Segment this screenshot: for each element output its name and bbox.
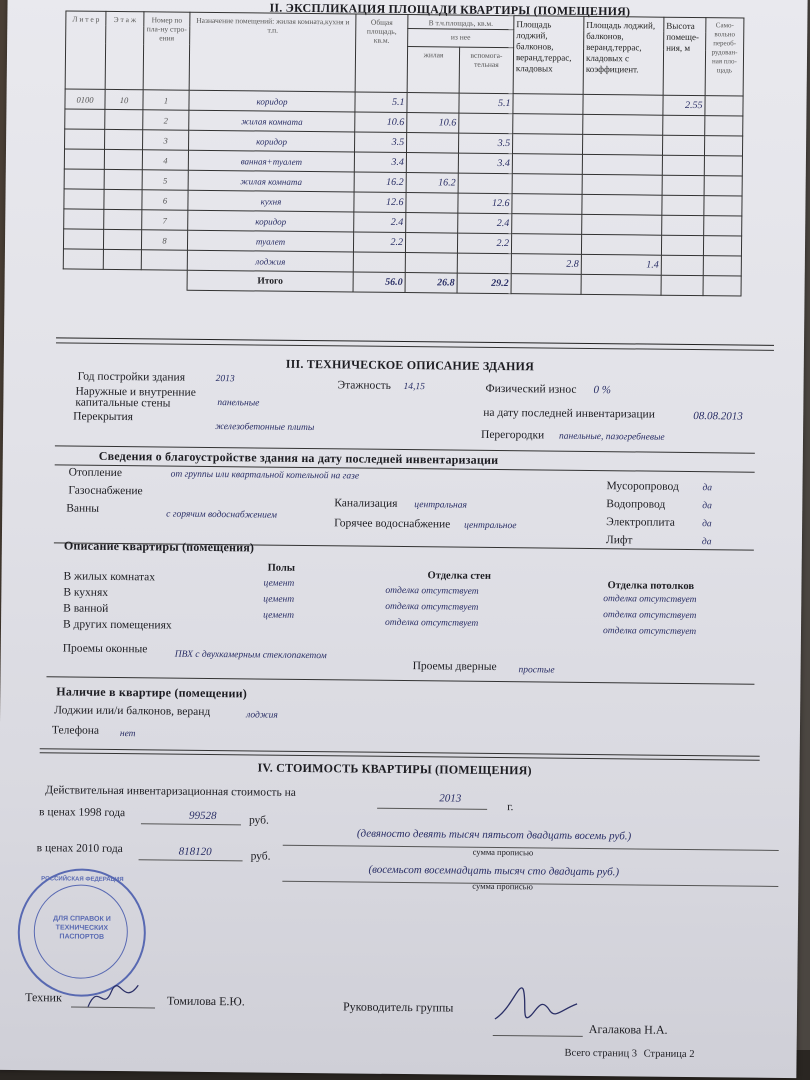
price-2010-words: (восемьсот восемнадцать тысяч сто двадцать руб.) — [368, 863, 620, 879]
height-cell — [662, 155, 704, 175]
aux-area-cell — [457, 253, 511, 274]
windows-value: ПВХ с двухкамерным стеклопакетом — [174, 649, 327, 662]
page-label: Страница — [643, 1048, 687, 1061]
water-value: да — [702, 501, 712, 512]
underline — [141, 823, 241, 825]
price-2010-value: 818120 — [178, 845, 212, 859]
self-area-cell — [704, 176, 742, 196]
room-no-cell: 6 — [142, 190, 188, 210]
total-area-cell: 5.1 — [355, 92, 407, 113]
tech-label: Техник — [25, 990, 62, 1005]
hotwater-value: центральное — [464, 520, 517, 532]
doors-label: Проемы дверные — [412, 660, 497, 673]
room-no-cell: 5 — [142, 170, 188, 190]
height-cell — [662, 215, 704, 235]
floor-cell: 10 — [105, 89, 143, 109]
total-area-cell: 12.6 — [354, 192, 406, 213]
partitions-value: панельные, пазогребневые — [558, 431, 665, 443]
words-caption-1998: сумма прописью — [472, 846, 534, 858]
self-area-cell — [705, 116, 743, 136]
actual-cost-year: 2013 — [439, 792, 462, 805]
liter-cell — [63, 249, 103, 269]
divider — [40, 752, 760, 761]
amenities-title: Сведения о благоустройстве здания на дату последней инвентаризации — [98, 448, 499, 468]
flat-row-label: В других помещениях — [62, 618, 172, 632]
height-cell — [661, 255, 703, 275]
sewer-label: Канализация — [334, 497, 398, 510]
walls-label — [75, 387, 196, 410]
walls-header: Отделка стен — [427, 570, 491, 582]
liter-cell — [64, 209, 104, 229]
explication-title: II. ЭКСПЛИКАЦИЯ ПЛОЩАДИ КВАРТИРЫ (ПОМЕЩЕНИЯ) — [269, 0, 631, 19]
pages-label: Всего страниц — [564, 1047, 630, 1060]
inventory-label: на дату последней инвентаризации — [483, 406, 655, 421]
flat-row-ceiling: отделка отсутствует — [603, 610, 697, 622]
height-cell — [663, 115, 705, 135]
lift-value: да — [701, 537, 712, 548]
living-area-cell: 16.2 — [406, 173, 458, 194]
underline — [139, 859, 243, 861]
stove-value: да — [702, 519, 712, 530]
loggia-coef-cell — [582, 154, 662, 175]
self-area-cell — [704, 216, 742, 236]
aux-area-cell: 5.1 — [459, 93, 513, 114]
flat-title: Описание квартиры (помещения) — [63, 538, 255, 555]
living-area-cell: 10.6 — [407, 113, 459, 134]
price-1998-words: (девяносто девять тысяч пятьсот двадцать восемь руб.) — [356, 827, 632, 843]
liter-cell — [65, 109, 105, 129]
total-area-cell: 10.6 — [355, 112, 407, 133]
aux-area-cell: 2.2 — [457, 233, 511, 254]
hdr-total: Общая площадь, кв.м. — [355, 14, 408, 93]
flat-row-floor: цемент — [263, 610, 295, 621]
phone-value: нет — [119, 729, 136, 740]
ceilings-label: Перекрытия — [73, 410, 134, 424]
sewer-value: центральная — [414, 500, 467, 511]
partitions-label: Перегородки — [480, 428, 545, 442]
tech-name: Томилова Е.Ю. — [167, 993, 245, 1009]
loggia-label: Лоджии или/и балконов, веранд — [54, 704, 211, 719]
heating-label: Отопление — [68, 466, 123, 480]
gas-label: Газоснабжение — [68, 484, 143, 498]
loggia-area-cell — [512, 214, 582, 235]
total-area-cell: 16.2 — [354, 172, 406, 193]
floor-cell — [104, 209, 142, 229]
walls-value: панельные — [217, 398, 260, 409]
liter-cell — [64, 189, 104, 209]
aux-area-cell: 3.5 — [458, 133, 512, 154]
year-label: Год постройки здания — [77, 370, 186, 384]
floor-cell — [103, 229, 141, 249]
hdr-liter: Л и т е р — [65, 11, 106, 89]
total-label: Итого — [187, 270, 353, 292]
year-value: 2013 — [215, 374, 235, 385]
liter-cell: 0100 — [65, 89, 105, 109]
hdr-of-which: из нее — [408, 29, 514, 48]
loggia-area-cell — [511, 234, 581, 255]
room-name-cell: коридор — [188, 210, 354, 232]
height-cell — [662, 195, 704, 215]
walls-label-line-1: Наружные и внутренние — [75, 385, 196, 399]
actual-cost-label: Действительная инвентаризационная стоимость на — [45, 784, 296, 799]
flat-row-label: В жилых комнатах — [63, 570, 156, 584]
page-number: 2 — [689, 1049, 695, 1061]
flat-row-floor: цемент — [263, 578, 295, 589]
self-area-cell — [705, 96, 743, 116]
floor-cell — [105, 109, 143, 129]
flat-row-label: В ванной — [63, 602, 109, 615]
loggia-coef-cell — [581, 234, 661, 255]
self-area-cell — [704, 136, 742, 156]
aux-area-cell — [458, 173, 512, 194]
walls-label-line-2: капитальные стены — [75, 396, 171, 410]
loggia-coef-cell — [583, 94, 663, 115]
height-cell — [661, 235, 703, 255]
doors-value: простые — [518, 665, 555, 676]
self-area-cell — [704, 156, 742, 176]
total-area-cell — [353, 252, 405, 273]
living-area-cell — [406, 133, 458, 154]
rub-2010: руб. — [250, 850, 271, 863]
room-no-cell — [141, 250, 187, 270]
ceilings-header: Отделка потолков — [607, 580, 695, 593]
hdr-self: Само-вольно переоб-рудован-ная пло-щадь — [705, 18, 744, 96]
garbage-label: Мусоропровод — [606, 480, 679, 493]
loggia-area-cell — [512, 174, 582, 195]
liter-cell — [63, 229, 103, 249]
living-area-cell — [405, 253, 457, 274]
aux-area-cell: 12.6 — [458, 193, 512, 214]
stove-label: Электроплита — [606, 516, 675, 529]
floor-cell — [103, 249, 141, 269]
loggia-coef-cell — [582, 214, 662, 235]
flat-row-label: В кухнях — [63, 586, 109, 599]
total-living: 26.8 — [405, 273, 457, 294]
flat-row-walls: отделка отсутствует — [385, 617, 479, 629]
room-no-cell: 4 — [142, 150, 188, 170]
hdr-incl: В т.ч.площадь, кв.м. — [408, 15, 514, 30]
height-cell — [662, 175, 704, 195]
ceilings-value: железобетонные плиты — [215, 422, 315, 434]
living-area-cell — [407, 93, 459, 114]
height-cell: 2.55 — [663, 95, 705, 115]
hotwater-label: Горячее водоснабжение — [334, 517, 451, 531]
cost-title: IV. СТОИМОСТЬ КВАРТИРЫ (ПОМЕЩЕНИЯ) — [257, 760, 532, 778]
tech-title: III. ТЕХНИЧЕСКОЕ ОПИСАНИЕ ЗДАНИЯ — [285, 356, 535, 374]
living-area-cell — [405, 233, 457, 254]
water-label: Водопровод — [606, 498, 666, 511]
divider — [56, 337, 774, 346]
living-area-cell — [406, 153, 458, 174]
wear-value: 0 % — [593, 383, 612, 397]
heating-value: от группы или квартальной котельной на газе — [170, 469, 360, 482]
underline — [377, 808, 487, 810]
room-name-cell: кухня — [188, 190, 354, 212]
liter-cell — [65, 129, 105, 149]
stamp-center-text: ДЛЯ СПРАВОК И ТЕХНИЧЕСКИХ ПАСПОРТОВ — [53, 915, 111, 941]
head-name: Агалакова Н.А. — [588, 1021, 668, 1037]
loggia-area-cell — [513, 114, 583, 135]
hdr-loggia-coef: Площадь лоджий, балконов, веранд,террас, кладовых с коэффициент. — [583, 16, 664, 95]
loggia-area-cell — [512, 134, 582, 155]
aux-area-cell — [459, 113, 513, 134]
head-label: Руководитель группы — [342, 999, 454, 1015]
room-no-cell: 1 — [143, 90, 189, 110]
aux-area-cell: 2.4 — [458, 213, 512, 234]
floor-cell — [104, 149, 142, 169]
loggia-coef-cell: 1.4 — [581, 254, 661, 275]
aux-area-cell: 3.4 — [458, 153, 512, 174]
floor-cell — [104, 189, 142, 209]
room-no-cell: 8 — [141, 230, 187, 250]
tech-signature — [83, 977, 143, 1018]
hdr-loggia-area: Площадь лоджий, балконов, веранд,террас, кладовых — [513, 16, 584, 95]
bath-value: с горячим водоснабжением — [166, 509, 278, 521]
loggia-area-cell — [513, 94, 583, 115]
floors-label: Этажность — [337, 379, 391, 392]
explication-table — [63, 10, 745, 296]
room-no-cell: 2 — [143, 110, 189, 130]
hdr-room-no: Номер по пла-ну стро-ения — [143, 12, 190, 90]
price-1998-value: 99528 — [188, 809, 217, 823]
room-name-cell: коридор — [189, 130, 355, 152]
total-aux: 29.2 — [457, 273, 511, 294]
flat-row-walls: отделка отсутствует — [385, 601, 479, 613]
self-area-cell — [703, 236, 741, 256]
living-area-cell — [406, 213, 458, 234]
bath-label: Ванны — [66, 502, 100, 515]
loggia-value: лоджия — [246, 710, 278, 721]
garbage-value: да — [702, 483, 713, 494]
price-1998-label: в ценах 1998 года — [39, 806, 126, 820]
pages-total: 3 — [631, 1048, 638, 1060]
room-no-cell: 3 — [143, 130, 189, 150]
room-name-cell: туалет — [187, 230, 353, 252]
page-counter — [565, 1048, 695, 1060]
floors-value: 14,15 — [403, 382, 425, 393]
loggia-area-cell: 2.8 — [511, 254, 581, 275]
room-name-cell: жилая комната — [188, 170, 354, 192]
loggia-coef-cell — [582, 174, 662, 195]
hdr-aux: вспомога-тельная — [459, 47, 513, 94]
hdr-height: Высота помеще-ния, м — [663, 17, 706, 95]
flat-row-ceiling: отделка отсутствует — [602, 626, 697, 638]
liter-cell — [64, 149, 104, 169]
total-area-cell: 2.4 — [354, 212, 406, 233]
room-name-cell: жилая комната — [189, 110, 355, 132]
self-area-cell — [703, 256, 741, 276]
room-no-cell: 7 — [142, 210, 188, 230]
year-suffix: г. — [507, 801, 514, 814]
floor-cell — [105, 129, 143, 149]
total-area-cell: 3.5 — [354, 132, 406, 153]
lift-label: Лифт — [605, 534, 633, 547]
height-cell — [662, 135, 704, 155]
loggia-area-cell — [512, 194, 582, 215]
phone-label: Телефона — [51, 724, 100, 737]
words-caption-2010: сумма прописью — [472, 880, 533, 892]
inventory-date: 08.08.2013 — [693, 410, 743, 423]
head-signature — [491, 979, 582, 1038]
self-area-cell — [704, 196, 742, 216]
flat-row-walls: отделка отсутствует — [385, 585, 479, 597]
total-area-cell: 3.4 — [354, 152, 406, 173]
wear-label: Физический износ — [485, 382, 577, 396]
room-name-cell: ванная+туалет — [188, 150, 354, 172]
flat-row-ceiling: отделка отсутствует — [603, 594, 697, 606]
liter-cell — [64, 169, 104, 189]
loggia-coef-cell — [583, 114, 663, 135]
loggia-coef-cell — [582, 194, 662, 215]
hdr-living: жилая — [407, 47, 459, 94]
floors-header: Полы — [267, 562, 296, 574]
total-area-cell: 2.2 — [353, 232, 405, 253]
loggia-coef-cell — [582, 134, 662, 155]
presence-title: Наличие в квартире (помещении) — [56, 684, 248, 701]
living-area-cell — [406, 193, 458, 214]
room-name-cell: коридор — [189, 90, 355, 112]
floor-cell — [104, 169, 142, 189]
loggia-area-cell — [512, 154, 582, 175]
rub-1998: руб. — [248, 814, 269, 827]
room-name-cell: лоджия — [187, 250, 353, 272]
stamp-ring-text: РОССИЙСКАЯ ФЕДЕРАЦИЯ — [41, 876, 124, 884]
windows-label: Проемы оконные — [62, 642, 148, 656]
flat-row-floor: цемент — [263, 594, 295, 605]
hdr-floor: Э т а ж — [105, 11, 144, 89]
price-2010-label: в ценах 2010 года — [36, 842, 123, 856]
total-area: 56.0 — [353, 272, 405, 293]
divider — [46, 676, 754, 684]
hdr-purpose: Назначение помещений: жилая комната,кухня и т.п. — [189, 12, 356, 92]
